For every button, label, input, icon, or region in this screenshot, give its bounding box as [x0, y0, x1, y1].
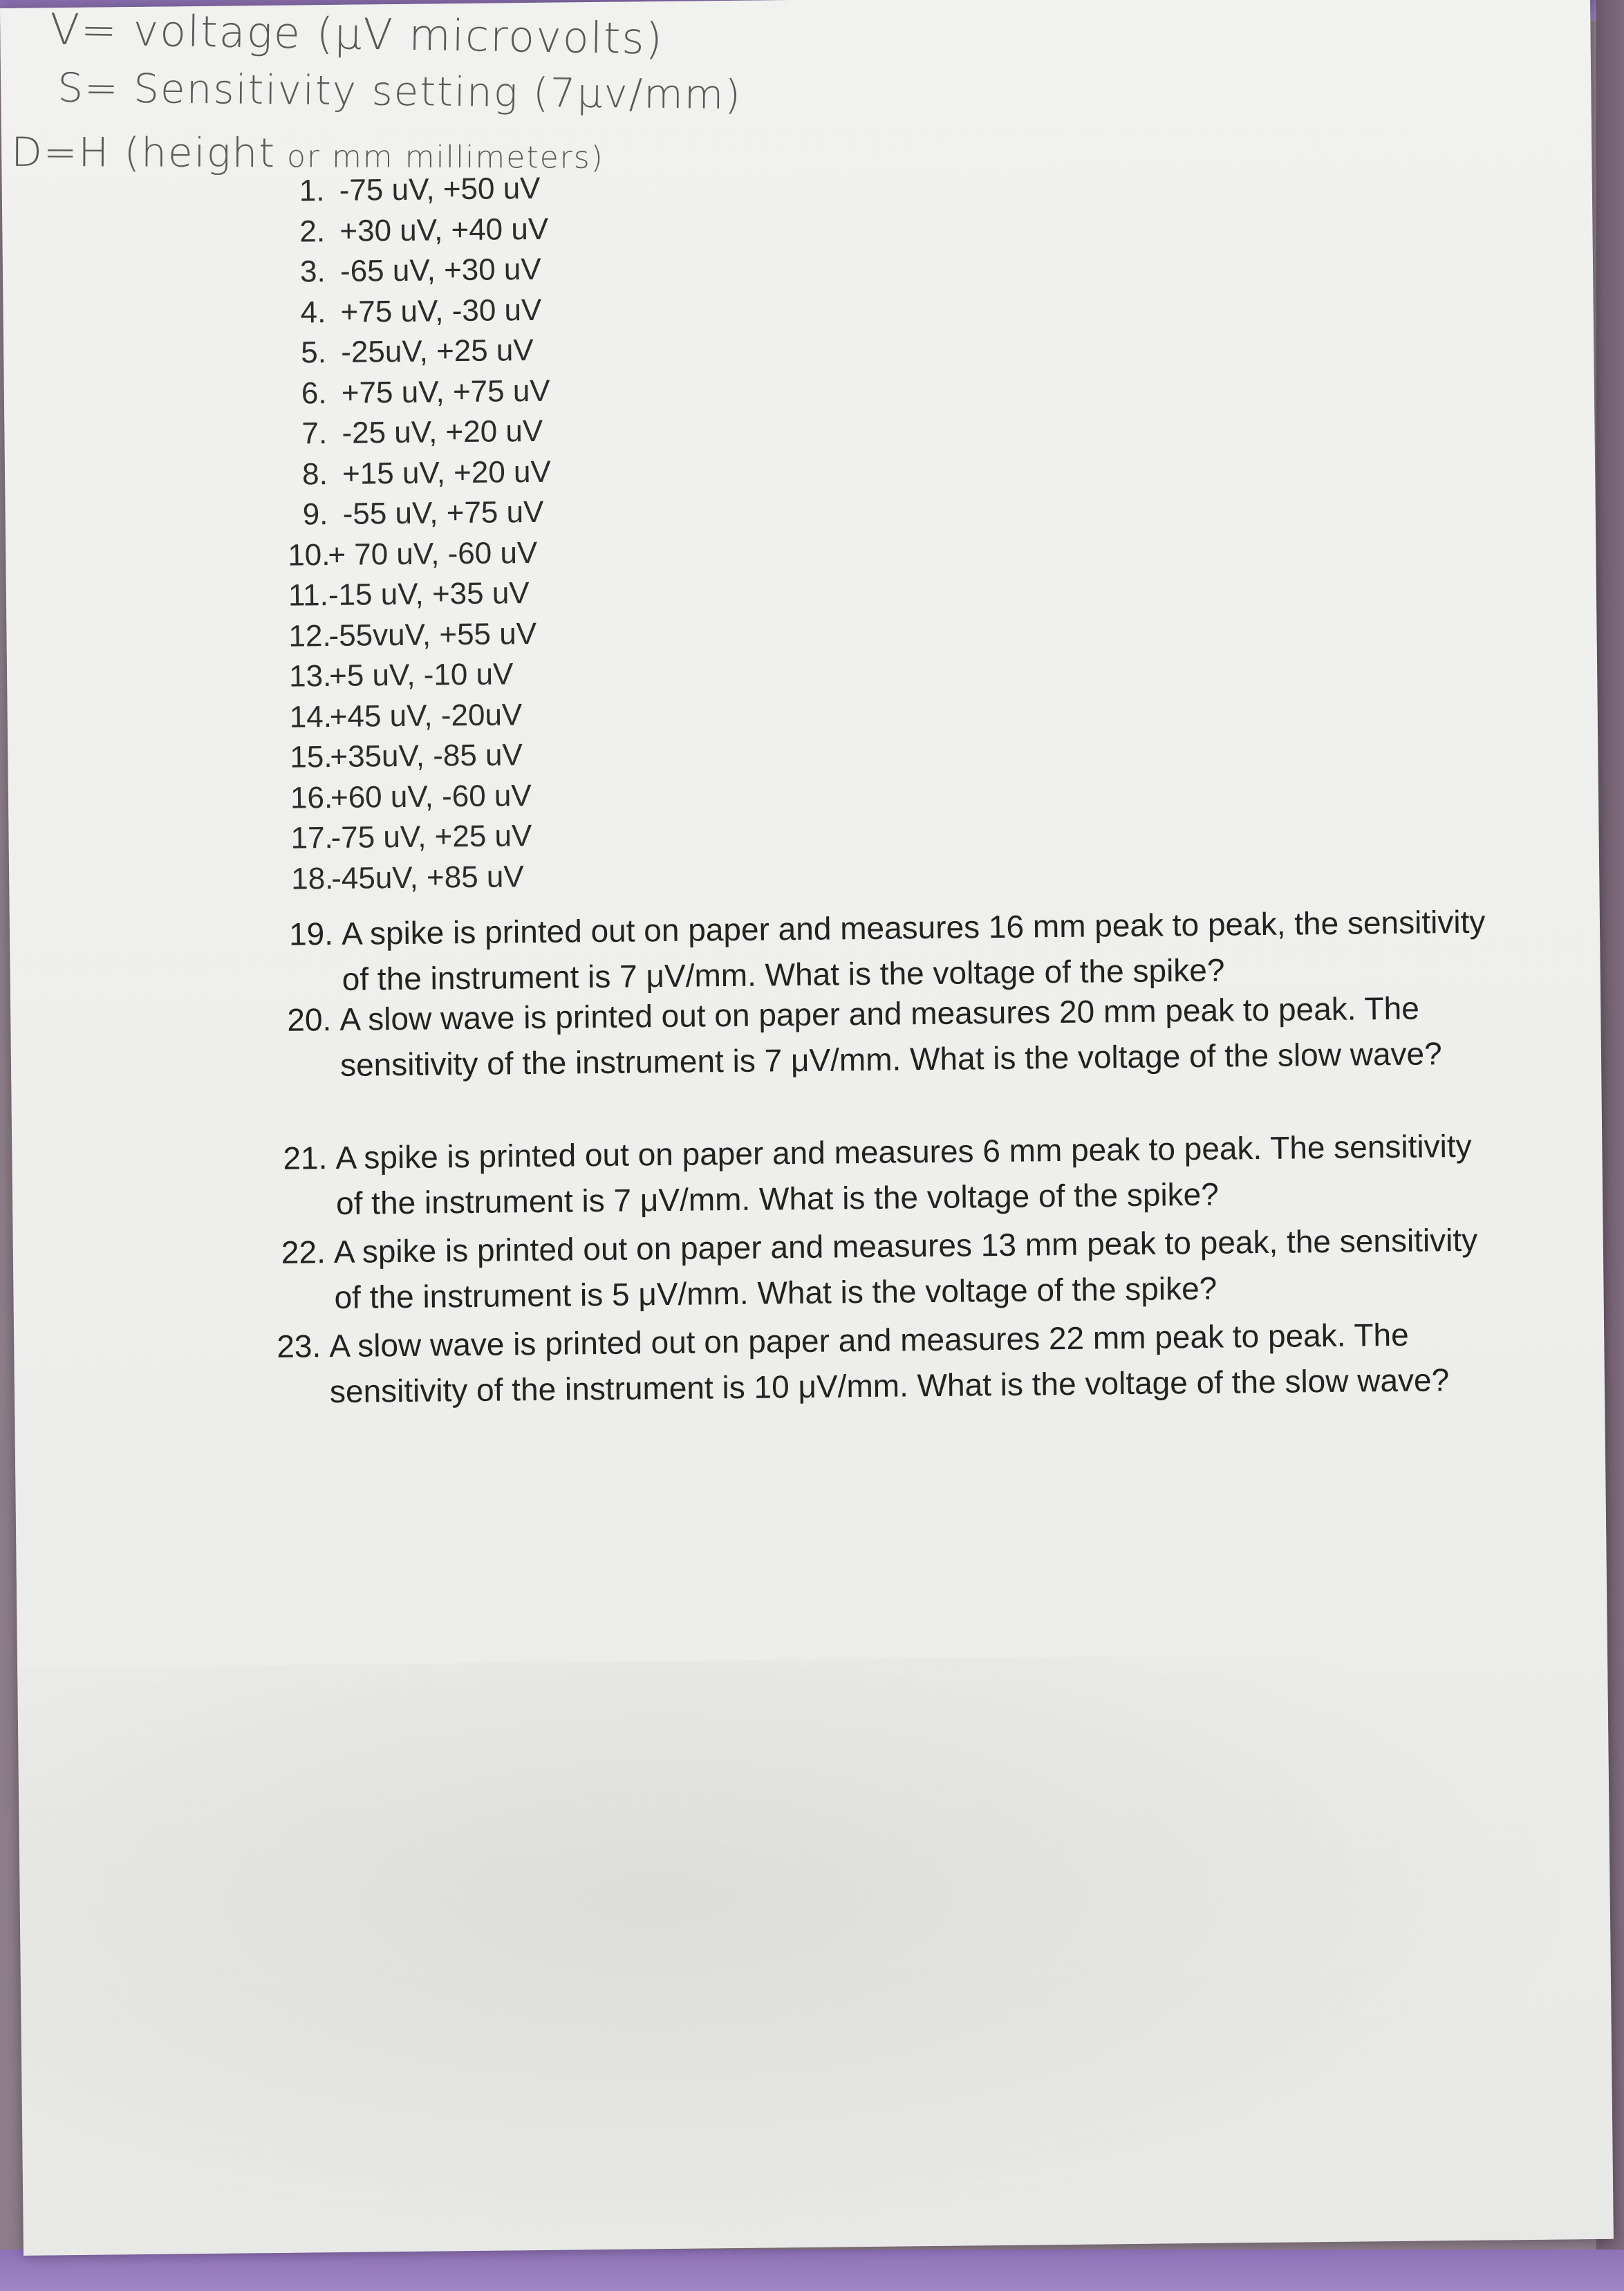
voltage-pair-list	[288, 169, 555, 900]
list-item	[299, 169, 548, 212]
list-item	[300, 250, 549, 293]
list-item-number: 10.	[288, 537, 330, 573]
list-item	[288, 613, 552, 656]
question-21	[283, 1122, 1497, 1226]
question-number: 20.	[287, 1001, 332, 1038]
question-23	[277, 1311, 1491, 1415]
list-item	[288, 532, 552, 575]
list-item-number: 15.	[290, 740, 333, 775]
list-item-text: +60 uV, -60 uV	[330, 778, 532, 815]
list-item-text: -55 uV, +75 uV	[342, 494, 544, 531]
list-item	[290, 735, 554, 778]
list-item	[290, 856, 555, 899]
list-item-number: 14.	[289, 699, 333, 734]
question-text: A spike is printed out on paper and measures 16 mm peak to peak, the sensitivity of the instrument is 7 μV/mm. What is the voltage of the spike?	[341, 903, 1486, 997]
list-item-text: -75 uV, +50 uV	[339, 171, 541, 207]
list-item-text: +35uV, -85 uV	[330, 738, 523, 775]
list-item-number: 2.	[299, 214, 326, 248]
list-item-number: 11.	[288, 578, 329, 613]
list-item-text: +15 uV, +20 uV	[342, 454, 552, 491]
list-item	[302, 492, 551, 535]
list-item-text: +75 uV, -30 uV	[340, 293, 542, 329]
list-item	[301, 371, 550, 414]
list-item-text: -45uV, +85 uV	[330, 859, 524, 896]
list-item	[288, 573, 552, 616]
list-item	[301, 411, 550, 454]
list-item-number: 7.	[301, 416, 328, 451]
list-item-number: 12.	[288, 618, 331, 653]
handwritten-voltage-definition: V= voltage (μV microvolts)	[49, 3, 664, 64]
list-item-text: -55vuV, +55 uV	[328, 616, 537, 653]
list-item-number: 9.	[302, 497, 328, 532]
list-item-text: + 70 uV, -60 uV	[328, 535, 538, 572]
list-item-number: 18.	[290, 861, 334, 896]
question-number: 21.	[283, 1140, 328, 1176]
list-item-text: -25uV, +25 uV	[340, 333, 534, 369]
list-item-number: 17.	[290, 821, 334, 855]
list-item-number: 13.	[288, 659, 332, 694]
list-item	[290, 816, 554, 859]
question-number: 23.	[277, 1328, 321, 1364]
background-folder-bottom	[0, 2250, 1624, 2291]
list-item-number: 6.	[301, 375, 327, 410]
list-item	[290, 775, 554, 818]
question-text: A slow wave is printed out on paper and measures 22 mm peak to peak. The sensitivity of the instrument is 10 μV/mm. What is the voltage of the slow wave?	[329, 1316, 1450, 1410]
question-text: A spike is printed out on paper and measures 6 mm peak to peak. The sensitivity of the instrument is 7 μV/mm. What is the voltage of the spike?	[335, 1127, 1472, 1222]
height-definition-detail: or mm millimeters)	[275, 139, 604, 176]
list-item-text: -25 uV, +20 uV	[342, 414, 543, 450]
question-22	[281, 1216, 1496, 1320]
list-item	[302, 452, 551, 494]
list-item-text: -75 uV, +25 uV	[330, 819, 532, 855]
list-item-text: +5 uV, -10 uV	[328, 657, 514, 694]
list-item	[300, 290, 549, 333]
list-item	[299, 209, 548, 252]
list-item	[301, 331, 550, 373]
list-item	[289, 694, 553, 737]
list-item-number: 5.	[300, 335, 327, 370]
question-number: 19.	[288, 916, 334, 952]
handwritten-sensitivity-definition: S= Sensitivity setting (7μv/mm)	[57, 64, 743, 119]
list-item-text: +45 uV, -20uV	[329, 697, 523, 734]
paper-shadow	[17, 1651, 1614, 2256]
list-item-text: -65 uV, +30 uV	[339, 252, 541, 288]
list-item-text: -15 uV, +35 uV	[328, 576, 530, 613]
question-number: 22.	[281, 1234, 326, 1270]
list-item-number: 3.	[299, 254, 326, 289]
list-item-number: 4.	[300, 295, 326, 329]
list-item-number: 8.	[301, 456, 328, 491]
question-text: A slow wave is printed out on paper and measures 20 mm peak to peak. The sensitivity of the instrument is 7 μV/mm. What is the voltage of the slow wave?	[339, 990, 1442, 1083]
list-item-number: 16.	[290, 780, 333, 815]
question-text: A spike is printed out on paper and measures 13 mm peak to peak, the sensitivity of the instrument is 5 μV/mm. What is the voltage of the spike?	[333, 1221, 1478, 1316]
list-item-text: +30 uV, +40 uV	[339, 212, 549, 248]
height-definition-main: D=H (height	[11, 128, 277, 177]
list-item-text: +75 uV, +75 uV	[341, 373, 550, 410]
list-item-number: 1.	[299, 174, 325, 208]
question-20	[287, 984, 1502, 1088]
list-item	[288, 654, 553, 697]
